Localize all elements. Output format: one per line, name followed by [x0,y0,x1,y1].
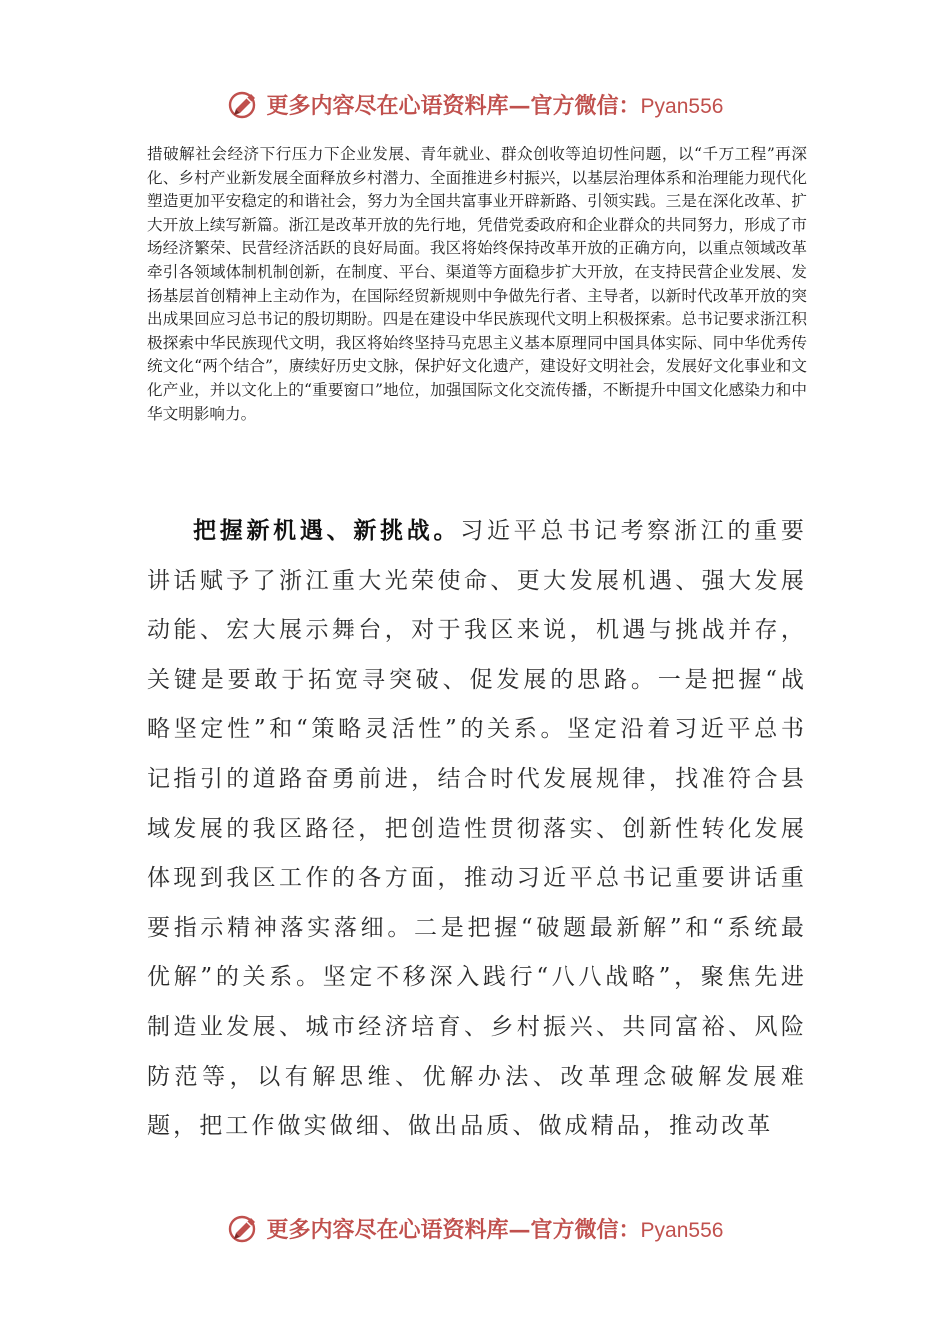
paragraph-2-text: 习近平总书记考察浙江的重要讲话赋予了浙江重大光荣使命、更大发展机遇、强大发展动能、宏大展示舞台，对于我区来说，机遇与挑战并存，关键是要敢于拓宽寻突破、促发展的思路。一是把握“战略坚定性”和“策略灵活性”的关系。坚定沿着习近平总书记指引的道路奋勇前进，结合时代发展规律，找准符合县域发展的我区路径，把创造性贯彻落实、创新性转化发展体现到我区工作的各方面，推动习近平总书记重要讲话重要指示精神落实落细。二是把握“破题最新解”和“系统最优解”的关系。坚定不移深入践行“八八战略”，聚焦先进制造业发展、城市经济培育、乡村振兴、共同富裕、风险防范等，以有解思维、优解办法、改革理念破解发展难题，把工作做实做细、做出品质、做成精品，推动改革 [147,518,808,1140]
footer-watermark-text: 更多内容尽在心语资料库—官方微信： [266,1216,641,1243]
pen-logo-icon [227,87,261,121]
body-paragraph-1: 措破解社会经济下行压力下企业发展、青年就业、群众创收等迫切性问题，以“千万工程”再深化、乡村产业新发展全面释放乡村潜力、全面推进乡村振兴，以基层治理体系和治理能力现代化塑造更加平安稳定的和谐社会，努力为全国共富事业开辟新路、引领实践。三是在深化改革、扩大开放上续写新篇。浙江是改革开放的先行地，凭借党委政府和企业群众的共同努力，形成了市场经济繁荣、民营经济活跃的良好局面。我区将始终保持改革开放的正确方向，以重点领域改革牵引各领域体制机制创新，在制度、平台、渠道等方面稳步扩大开放，在支持民营企业发展、发扬基层首创精神上主动作为，在国际经贸新规则中争做先行者、主导者，以新时代改革开放的突出成果回应习总书记的殷切期盼。四是在建设中华民族现代文明上积极探索。总书记要求浙江积极探索中华民族现代文明，我区将始终坚持马克思主义基本原理同中国具体实际、同中华优秀传统文化“两个结合”，赓续好历史文脉，保护好文化遗产，建设好文明社会，发展好文化事业和文化产业，并以文化上的“重要窗口”地位，加强国际文化交流传播，不断提升中国文化感染力和中华文明影响力。 [147,145,807,423]
header-watermark-text: 更多内容尽在心语资料库—官方微信： [266,92,641,119]
body-paragraph-2 [147,506,807,1152]
pen-logo-icon [227,1211,261,1245]
header-watermark-wechat-id: Pyan556 [640,94,724,118]
footer-watermark-wechat-id: Pyan556 [640,1218,724,1242]
header-watermark [0,84,950,124]
footer-watermark [0,1208,950,1248]
paragraph-2-heading: 把握新机遇、新挑战。 [193,517,461,544]
